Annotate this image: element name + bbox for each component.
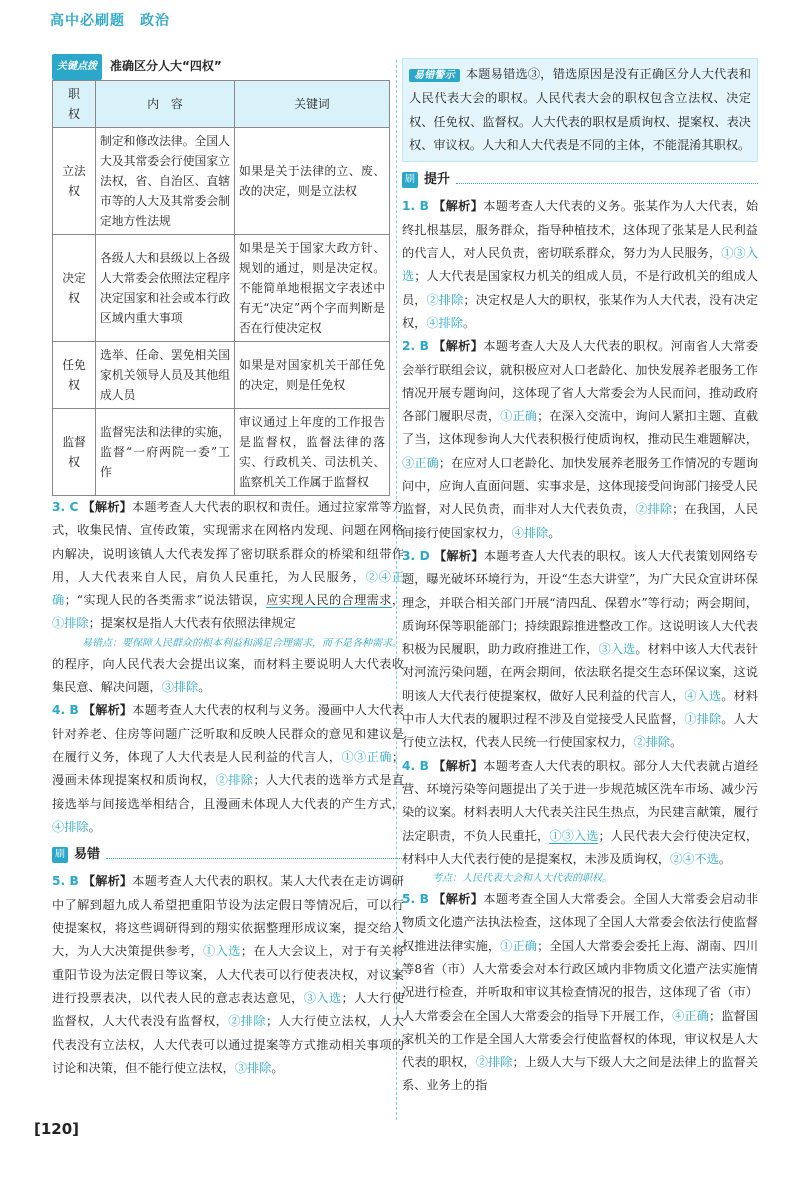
analysis-text: 。 [271,1060,284,1075]
answer-3 [52,496,404,636]
power-keyword: 如果是关于国家大政方针、规划的通过，则是决定权。不能简单地根据文字表述中有无“决定”两个字而判断是否在行使决定权 [235,235,390,342]
analysis-text: ；决定权是人大的职权，张某作为人大代表，没有决定权， [402,292,759,330]
analysis-text: ；在人大会议上，对于有关将重阳节设为法定假日等议案，人大代表可以行使表决权，对议案进行投票表决，以代表人民的意志表达意见， [52,944,405,1005]
analysis-text: 本题考查人大代表的权利与义务。漫画中人大代表针对养老、住房等问题广泛听取和反映人民群众的意见和建议是在履行义务，体现了人大代表是人民利益的代言人， [52,703,404,764]
verdict: ③排除 [161,680,199,695]
answer-4 [52,699,404,839]
analysis-text: 本题考查人大代表的职权。部分人大代表就占道经营、环境污染等问题提出了关于进一步规范城区洗车市场、减少污染的议案。材料表明人大代表关注民生热点，为民建言献策，履行法定职责，不负人民重托， [402,758,759,843]
underlined-text: 应实现人民的合理需求 [266,593,392,608]
verdict: ②排除 [228,1014,266,1029]
analysis-text: ；人大代表的选举方式是直接选举与间接选举相结合，且漫画未体现人大代表的产生方式， [52,773,405,811]
verdict: ③排除 [234,1060,272,1075]
verdict: ③入选 [303,990,342,1005]
verdict: ②排除 [215,773,254,788]
answer-5 [52,870,404,1080]
power-name: 监督权 [53,409,96,496]
analysis-text: 的程序，向人民代表大会提出议案，而材料主要说明人大代表收集民意、解决问题， [52,656,404,695]
power-keyword: 如果是对国家机关干部任免的决定，则是任免权 [235,342,390,409]
exam-point-note: 考点：人民代表大会和人大代表的职权。 [432,873,612,885]
answer-number: 3. C [52,500,79,514]
power-keyword: 如果是关于法律的立、废、改的决定，则是立法权 [235,128,390,235]
verdict: ②④正确 [52,569,405,608]
analysis-text: ， [391,593,405,608]
verdict: ②④不选 [670,851,719,866]
power-name: 决定权 [53,235,96,342]
verdict: ②排除 [633,735,671,750]
analysis-label: 【解析】 [433,758,484,773]
analysis-label: 【解析】 [433,199,484,214]
analysis-text: 。材料中市人大代表的履职过程不涉及自觉接受人民监督， [402,688,759,727]
analysis-text: ；全国人大常委会委托上海、湖南、四川等8省（市）人大常委会对本行政区域内非物质文化遗产法实施情况进行检查，并听取和审议其检查情况的报告，这体现了省（市）人大常委会在全国人大常委会的指导下开展工作， [402,938,759,1023]
table-row [53,235,390,342]
analysis-text: ；人大行使监督权，人大代表没有监督权， [52,990,405,1029]
page-header: 高中必刷题 政治 [50,13,170,29]
power-content: 选举、任命、罢免相关国家机关领导人员及其他组成人员 [96,342,235,409]
verdict: ①③入选 [549,828,599,843]
verdict: ④排除 [511,525,549,540]
key-points-tag: 关键点拨 [52,54,102,79]
verdict: ①③入选 [402,246,759,284]
answer-number: 2. B [402,339,429,354]
verdict: ①正确 [500,409,538,424]
key-points-title: 准确区分人大“四权” [110,59,222,74]
analysis-text: ；人民代表大会行使决定权，材料中人大代表行使的是提案权，未涉及质询权， [402,828,759,866]
verdict: ①正确 [500,938,538,953]
answer-number: 3. D [402,548,430,563]
power-keyword: 审议通过上年度的工作报告是监督权，监督法律的落实、行政机关、司法机关、监察机关工作属于监督权 [235,409,390,496]
verdict: ④排除 [52,819,89,834]
four-powers-table [52,80,390,496]
verdict: ①③正确 [341,749,392,764]
verdict: ①入选 [203,944,241,959]
answer-r3 [402,545,758,755]
analysis-text: 。材料中该人大代表针对河流污染问题，在两会期间，依法联名提交生态环保议案，这说明该人大代表行使提案权，做好人民利益的代言人， [402,642,759,703]
section-title: 易错 [74,847,101,863]
dotted-rule [456,175,758,184]
analysis-label: 【解析】 [433,892,484,907]
analysis-text: ；上级人大与下级人大之间是法律上的监督关系、业务上的指 [402,1055,759,1093]
power-name: 任免权 [53,342,96,409]
analysis-text: ；人大代表是国家权力机关的组成人员，不是行政机关的组成人员， [402,269,759,307]
analysis-text: 。人大行使立法权，代表人民统一行使国家权力， [402,712,759,750]
answer-r1 [402,195,758,335]
column-header: 关键词 [235,81,390,128]
analysis-text: 本题考查人大代表的职权。某人大代表在走访调研中了解到超九成人希望把重阳节设为法定假日等情况后，可以行使提案权，将这些调研得到的翔实依据整理形成议案，提交给人大，为人大决策提供参考， [52,874,404,959]
answer-r4 [402,755,758,871]
warning-tag: 易错警示 [409,69,460,82]
analysis-text: ；监督国家机关的工作是全国人大常委会行使监督权的体现，审议权是人大代表的职权， [402,1008,759,1070]
verdict: ②排除 [475,1055,513,1070]
section-title: 提升 [424,172,451,188]
analysis-text: ；“实现人民的各类需求”说法错误， [64,593,267,608]
analysis-label: 【解析】 [82,500,133,514]
verdict: ②排除 [426,292,464,307]
verdict: ①排除 [52,616,89,631]
column-header: 职 权 [53,81,96,128]
left-column [52,58,404,1080]
page-number-value: 120 [40,1120,73,1138]
table-row [53,342,390,409]
analysis-label: 【解析】 [82,874,133,889]
section-yicuo [52,843,404,866]
answer-number: 4. B [402,758,429,773]
analysis-text: 。 [718,851,732,866]
error-warning-box [402,58,758,162]
analysis-text: 本题考查人大代表的职权和责任。通过拉家常等方式，收集民情、宣传政策，实现需求在网格内发现、问题在网格内解决，说明该镇人大代表发挥了密切联系群众的桥梁和纽带作用，人大代表来自人民，肩负人民重托，为人民服务， [52,500,404,584]
answer-number: 1. B [402,199,429,214]
analysis-label: 【解析】 [433,339,484,354]
answer-number: 4. B [52,703,79,718]
key-points-bar [52,58,404,76]
analysis-text: ；漫画未体现提案权和质询权， [52,749,405,788]
analysis-label: 【解析】 [433,548,484,563]
dotted-rule [106,850,404,859]
column-header: 内 容 [96,81,235,128]
analysis-text: ；在应对人口老龄化、加快发展养老服务工作情况的专题询问中，应询人直面问题、实事求是，这体现接受问询部门接受人民监督，对人民负责，而非对人大代表负责， [402,455,759,517]
answer-number: 5. B [402,892,429,907]
answer-r2 [402,335,758,545]
answer-3-cont [52,653,404,700]
analysis-text: ；提案权是指人大代表有依照法律规定 [88,616,296,631]
power-content: 制定和修改法律。全国人大及其常委会行使国家立法权，省、自治区、直辖市等的人大及其常委会制定地方性法规 [96,128,235,235]
brush-icon: 刷 [52,847,68,863]
analysis-text: 。 [198,680,211,695]
verdict: ③正确 [402,455,439,470]
analysis-text: 。 [548,525,561,540]
page-number: [120] [34,1120,80,1138]
verdict: ④入选 [684,688,722,703]
right-column [402,58,758,1098]
analysis-text: 本题考查人大及人大代表的职权。河南省人大常委会举行联组会议，就积极应对人口老龄化、加快发展养老服务工作情况开展专题询问，这体现了省人大常委会为人民而问，推动政府各部门履职尽责， [402,339,759,424]
power-content: 各级人大和县级以上各级人大常委会依照法定程序决定国家和社会或本行政区域内重大事项 [96,235,235,342]
analysis-text: 本题考查人大代表的职权。该人大代表策划网络专题，曝光破坏环境行为，开设“生态大讲堂”，为广大民众宣讲环保理念，并联合相关部门开展“清四乱、保碧水”等行动；两会期间，质询环保等职能部门；持续跟踪推进整改工作。这说明该人大代表积极为民履职，助力政府推进工作， [402,548,759,657]
warning-text: 本题易错选③，错选原因是没有正确区分人大代表和人民代表大会的职权。人民代表大会的职权包含立法权、决定权、任免权、监督权。人大代表的职权是质询权、提案权、表决权、审议权。人大和人大代表是不同的主体，不能混淆其职权。 [409,67,751,152]
brush-icon: 刷 [402,172,418,188]
verdict: ②排除 [635,502,673,517]
analysis-text: ；在深入交流中，询问人紧扣主题、直截了当，这体现参询人大代表积极行使质询权，推动民生难题解决， [402,409,759,447]
table-row [53,128,390,235]
table-header-row [53,81,390,128]
answer-number: 5. B [52,874,79,889]
power-name: 立法权 [53,128,96,235]
power-content: 监督宪法和法律的实施，监督“一府两院一委”工作 [96,409,235,496]
analysis-label: 【解析】 [82,703,133,718]
analysis-text: ；人大行使立法权，人大代表没有立法权，人大代表可以通过提案等方式推动相关事项的讨论和决策，但不能行使立法权， [52,1014,405,1075]
analysis-text: ；在我国，人民间接行使国家权力， [402,502,759,540]
answer-r5 [402,888,758,1098]
verdict: ①排除 [684,712,722,727]
analysis-text: 本题考查全国人大常委会。全国人大常委会启动非物质文化遗产法执法检查，这体现了全国人大常委会依法行使监督权推进法律实施， [402,892,759,953]
verdict: ④排除 [426,315,463,330]
verdict: ③入选 [598,642,636,657]
error-point-note: 易错点：要保障人民群众的根本利益和满足合理需求，而不是各种需求。 [82,637,402,649]
table-row [53,409,390,496]
analysis-text: 。 [462,315,476,330]
analysis-text: 。 [88,819,101,834]
verdict: ④正确 [672,1008,709,1023]
analysis-text: 。 [670,735,683,750]
section-tisheng [402,168,758,191]
analysis-text: 本题考查人大代表的义务。张某作为人大代表，始终扎根基层，服务群众，指导种植技术，这体现了张某是人民利益的代言人，对人民负责，密切联系群众，努力为人民服务， [402,199,759,261]
